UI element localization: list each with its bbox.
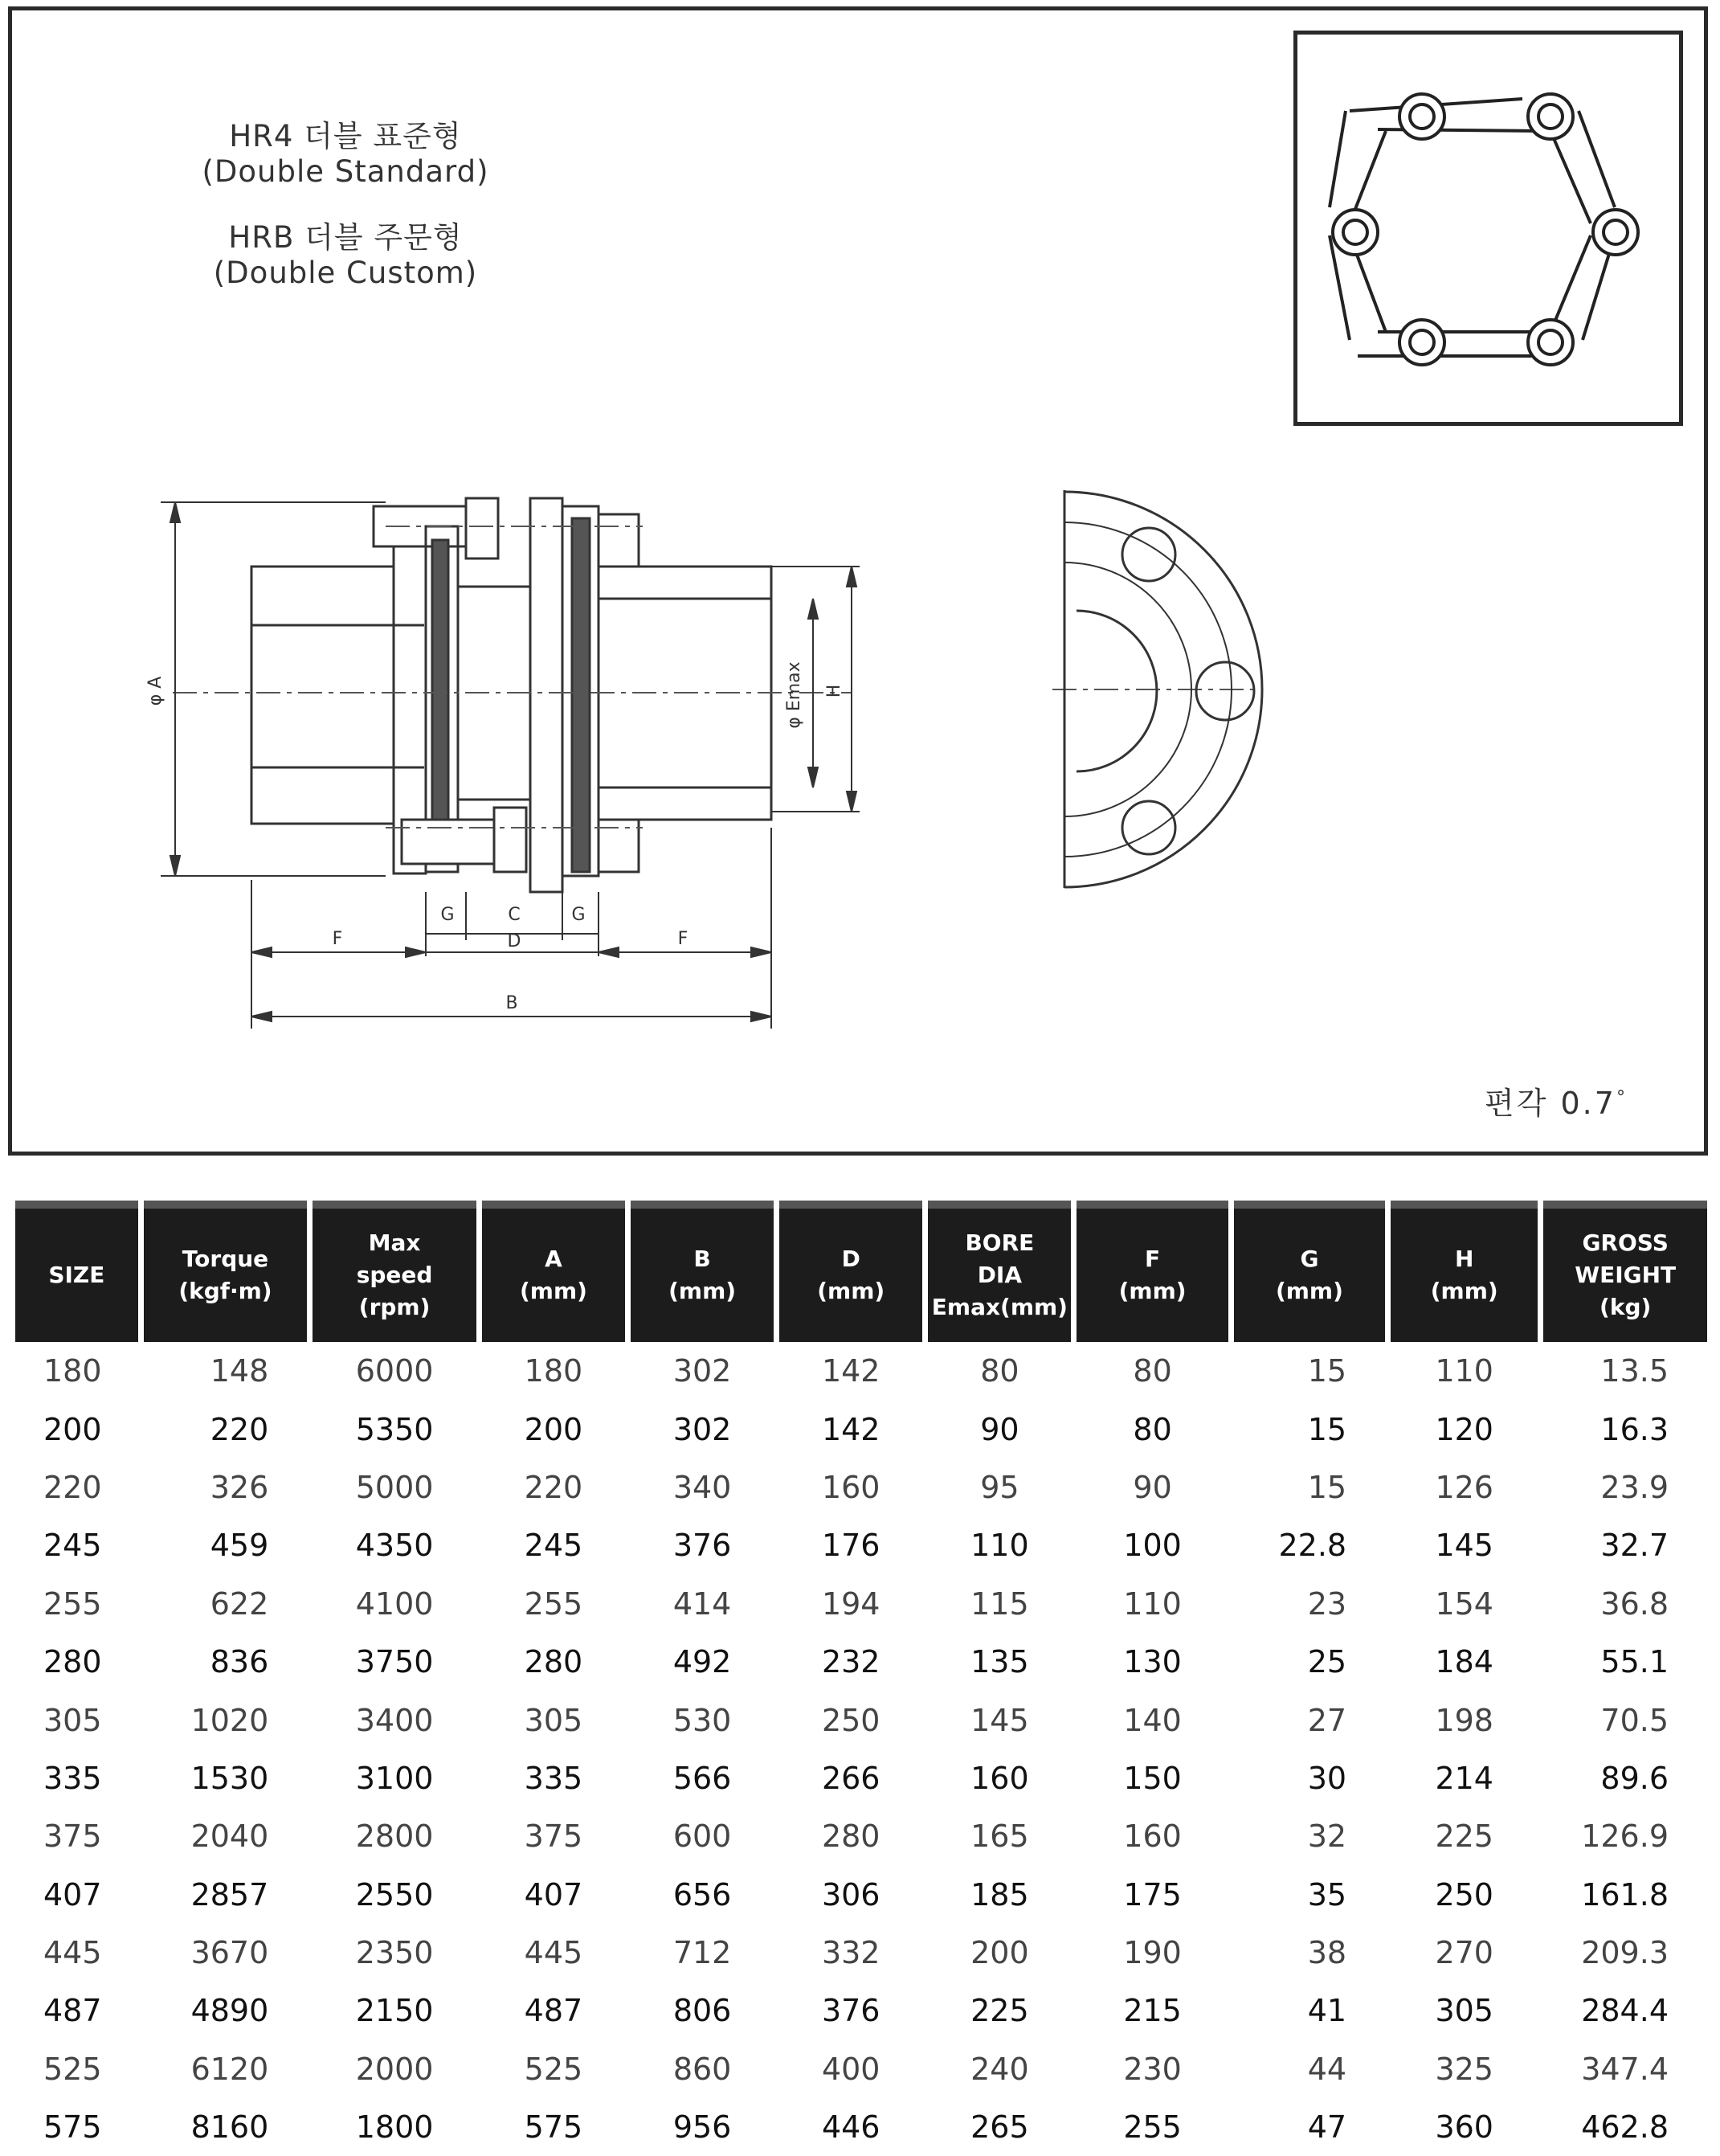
- table-cell: 225: [1435, 1818, 1493, 1855]
- table-cell: 27: [1307, 1702, 1347, 1738]
- table-cell: 335: [43, 1760, 102, 1796]
- table-cell: 325: [1435, 2051, 1493, 2087]
- table-cell: 487: [524, 1993, 583, 2029]
- table-row: [15, 1807, 1707, 1865]
- table-cell: 44: [1307, 2051, 1347, 2087]
- dim-label-f-right: F: [677, 929, 688, 949]
- table-cell: 22.8: [1278, 1528, 1347, 1564]
- table-cell: 525: [524, 2051, 583, 2087]
- table-cell: 200: [43, 1411, 102, 1447]
- table-cell: 600: [672, 1818, 732, 1855]
- table-cell: 3100: [355, 1760, 434, 1796]
- dim-label-f-left: F: [332, 929, 343, 949]
- table-cell: 142: [821, 1353, 880, 1389]
- table-cell: 2350: [355, 1935, 434, 1971]
- table-cell: 530: [672, 1702, 732, 1738]
- spec-table: [10, 1201, 1713, 2156]
- table-cell: 836: [210, 1644, 269, 1680]
- table-cell: 302: [672, 1411, 732, 1447]
- dim-label-g-right: G: [571, 905, 586, 925]
- column-header-line: (mm): [668, 1278, 737, 1304]
- dim-label-h: H: [824, 684, 844, 698]
- table-cell: 13.5: [1600, 1353, 1669, 1389]
- column-header-line: F: [1145, 1246, 1161, 1272]
- table-cell: 4350: [355, 1528, 434, 1564]
- table-cell: 335: [524, 1760, 583, 1796]
- table-cell: 126.9: [1581, 1818, 1669, 1855]
- table-cell: 305: [1435, 1993, 1493, 2029]
- table-cell: 280: [821, 1818, 880, 1855]
- table-row: [15, 1516, 1707, 1574]
- table-cell: 2857: [190, 1876, 269, 1913]
- table-cell: 35: [1307, 1876, 1347, 1913]
- column-header-line: (mm): [1118, 1278, 1187, 1304]
- column-header-line: (mm): [1430, 1278, 1498, 1304]
- table-cell: 120: [1435, 1411, 1493, 1447]
- table-cell: 80: [1133, 1353, 1172, 1389]
- angle-label: 편각 0.7: [1485, 1086, 1616, 1121]
- table-cell: 232: [821, 1644, 880, 1680]
- table-cell: 445: [524, 1935, 583, 1971]
- title-hr4: HR4 더블 표준형: [229, 119, 462, 153]
- table-row: [15, 1342, 1707, 1400]
- table-cell: 2000: [355, 2051, 434, 2087]
- column-header-line: G: [1300, 1246, 1319, 1272]
- table-cell: 90: [1133, 1469, 1172, 1505]
- table-cell: 245: [524, 1528, 583, 1564]
- column-header-line: BORE: [965, 1229, 1035, 1256]
- column-header-line: Emax(mm): [931, 1294, 1068, 1320]
- table-cell: 240: [970, 2051, 1029, 2087]
- column-header-line: WEIGHT: [1575, 1262, 1677, 1288]
- column-header: [928, 1201, 1071, 1342]
- column-header-line: B: [693, 1246, 711, 1272]
- table-cell: 16.3: [1600, 1411, 1669, 1447]
- table-cell: 305: [43, 1702, 102, 1738]
- table-cell: 255: [43, 1585, 102, 1622]
- column-header-line: D: [841, 1246, 860, 1272]
- table-cell: 375: [524, 1818, 583, 1855]
- table-cell: 360: [1435, 2109, 1493, 2146]
- table-cell: 176: [821, 1528, 880, 1564]
- table-cell: 230: [1123, 2051, 1182, 2087]
- table-cell: 200: [524, 1411, 583, 1447]
- table-cell: 332: [821, 1935, 880, 1971]
- table-cell: 80: [980, 1353, 1019, 1389]
- dim-label-g-left: G: [440, 905, 455, 925]
- table-cell: 180: [43, 1353, 102, 1389]
- table-cell: 302: [672, 1353, 732, 1389]
- table-cell: 492: [672, 1644, 732, 1680]
- table-cell: 41: [1307, 1993, 1347, 2029]
- table-cell: 154: [1435, 1585, 1493, 1622]
- table-cell: 225: [970, 1993, 1029, 2029]
- table-cell: 407: [524, 1876, 583, 1913]
- table-cell: 110: [1435, 1353, 1493, 1389]
- table-cell: 3750: [355, 1644, 434, 1680]
- table-cell: 185: [970, 1876, 1029, 1913]
- column-header: [144, 1201, 308, 1342]
- table-cell: 860: [672, 2051, 732, 2087]
- table-cell: 145: [1435, 1528, 1493, 1564]
- table-row: [15, 1982, 1707, 2039]
- angle-unit: °: [1616, 1087, 1628, 1108]
- column-header: [1391, 1201, 1538, 1342]
- table-cell: 2550: [355, 1876, 434, 1913]
- table-cell: 566: [672, 1760, 732, 1796]
- column-header: [631, 1201, 774, 1342]
- column-header-line: (mm): [519, 1278, 587, 1304]
- table-cell: 110: [1123, 1585, 1182, 1622]
- table-cell: 284.4: [1581, 1993, 1669, 2029]
- table-cell: 200: [970, 1935, 1029, 1971]
- column-header-line: Max: [368, 1229, 421, 1256]
- table-cell: 712: [672, 1935, 732, 1971]
- table-cell: 1020: [190, 1702, 269, 1738]
- title-hr4-en: (Double Standard): [202, 154, 489, 189]
- table-cell: 376: [672, 1528, 732, 1564]
- table-cell: 130: [1123, 1644, 1182, 1680]
- table-cell: 375: [43, 1818, 102, 1855]
- table-cell: 209.3: [1581, 1935, 1669, 1971]
- table-row: [15, 1691, 1707, 1749]
- table-cell: 140: [1123, 1702, 1182, 1738]
- table-cell: 160: [970, 1760, 1029, 1796]
- table-cell: 32.7: [1600, 1528, 1669, 1564]
- table-cell: 255: [1123, 2109, 1182, 2146]
- table-row: [15, 1924, 1707, 1982]
- table-cell: 148: [210, 1353, 269, 1389]
- table-cell: 175: [1123, 1876, 1182, 1913]
- table-cell: 6120: [190, 2051, 269, 2087]
- table-cell: 160: [1123, 1818, 1182, 1855]
- table-row: [15, 1866, 1707, 1924]
- table-cell: 245: [43, 1528, 102, 1564]
- table-cell: 220: [210, 1411, 269, 1447]
- table-cell: 340: [672, 1469, 732, 1505]
- table-cell: 95: [980, 1469, 1019, 1505]
- table-cell: 3670: [190, 1935, 269, 1971]
- table-cell: 55.1: [1600, 1644, 1669, 1680]
- column-header: [1543, 1201, 1707, 1342]
- column-header-line: Torque: [182, 1246, 269, 1272]
- table-cell: 6000: [355, 1353, 434, 1389]
- table-cell: 32: [1307, 1818, 1347, 1855]
- title-hrb: HRB 더블 주문형: [228, 220, 463, 255]
- table-cell: 4100: [355, 1585, 434, 1622]
- column-header-line: (kg): [1599, 1294, 1652, 1320]
- table-header-row: [15, 1201, 1707, 1342]
- table-row: [15, 1749, 1707, 1807]
- table-cell: 8160: [190, 2109, 269, 2146]
- table-cell: 220: [43, 1469, 102, 1505]
- table-row: [15, 1400, 1707, 1458]
- table-cell: 145: [970, 1702, 1029, 1738]
- table-cell: 487: [43, 1993, 102, 2029]
- table-cell: 15: [1307, 1469, 1347, 1505]
- table-cell: 90: [980, 1411, 1019, 1447]
- table-cell: 525: [43, 2051, 102, 2087]
- table-cell: 135: [970, 1644, 1029, 1680]
- table-cell: 30: [1307, 1760, 1347, 1796]
- table-cell: 446: [821, 2109, 880, 2146]
- table-cell: 266: [821, 1760, 880, 1796]
- table-cell: 575: [43, 2109, 102, 2146]
- table-cell: 214: [1435, 1760, 1493, 1796]
- table-cell: 622: [210, 1585, 269, 1622]
- table-cell: 5350: [355, 1411, 434, 1447]
- table-cell: 215: [1123, 1993, 1182, 2029]
- table-cell: 194: [821, 1585, 880, 1622]
- table-cell: 3400: [355, 1702, 434, 1738]
- column-header-line: GROSS: [1582, 1229, 1669, 1256]
- table-cell: 445: [43, 1935, 102, 1971]
- column-header-line: A: [545, 1246, 562, 1272]
- dim-label-c: C: [508, 905, 521, 925]
- table-cell: 36.8: [1600, 1585, 1669, 1622]
- table-cell: 15: [1307, 1353, 1347, 1389]
- table-cell: 160: [821, 1469, 880, 1505]
- table-cell: 806: [672, 1993, 732, 2029]
- column-header-line: speed: [356, 1262, 433, 1288]
- column-header: [1234, 1201, 1385, 1342]
- column-header-line: (kgf·m): [178, 1278, 272, 1304]
- table-cell: 347.4: [1581, 2051, 1669, 2087]
- table-cell: 326: [210, 1469, 269, 1505]
- table-cell: 142: [821, 1411, 880, 1447]
- misalignment-angle: [1485, 1078, 1628, 1123]
- column-header-line: (mm): [817, 1278, 885, 1304]
- table-cell: 400: [821, 2051, 880, 2087]
- table-row: [15, 1575, 1707, 1633]
- dim-label-emax: φ Emax: [784, 661, 804, 729]
- table-cell: 250: [821, 1702, 880, 1738]
- title-hrb-en: (Double Custom): [213, 256, 478, 290]
- table-body: [15, 1342, 1707, 2156]
- column-header-line: (mm): [1275, 1278, 1343, 1304]
- table-cell: 190: [1123, 1935, 1182, 1971]
- table-cell: 126: [1435, 1469, 1493, 1505]
- table-cell: 220: [524, 1469, 583, 1505]
- table-cell: 270: [1435, 1935, 1493, 1971]
- table-cell: 184: [1435, 1644, 1493, 1680]
- table-cell: 180: [524, 1353, 583, 1389]
- table-cell: 25: [1307, 1644, 1347, 1680]
- table-cell: 255: [524, 1585, 583, 1622]
- table-row: [15, 2098, 1707, 2156]
- table-cell: 459: [210, 1528, 269, 1564]
- table-cell: 376: [821, 1993, 880, 2029]
- dim-label-a: φ A: [145, 676, 165, 706]
- table-cell: 575: [524, 2109, 583, 2146]
- column-header-line: (rpm): [358, 1294, 431, 1320]
- table-cell: 250: [1435, 1876, 1493, 1913]
- table-cell: 2150: [355, 1993, 434, 2029]
- table-cell: 265: [970, 2109, 1029, 2146]
- table-cell: 47: [1307, 2109, 1347, 2146]
- table-cell: 407: [43, 1876, 102, 1913]
- table-row: [15, 2040, 1707, 2098]
- dim-label-d: D: [507, 931, 521, 951]
- table-cell: 198: [1435, 1702, 1493, 1738]
- table-cell: 38: [1307, 1935, 1347, 1971]
- table-cell: 70.5: [1600, 1702, 1669, 1738]
- table-cell: 15: [1307, 1411, 1347, 1447]
- table-cell: 2040: [190, 1818, 269, 1855]
- table-cell: 1530: [190, 1760, 269, 1796]
- table-cell: 100: [1123, 1528, 1182, 1564]
- table-cell: 165: [970, 1818, 1029, 1855]
- table-cell: 5000: [355, 1469, 434, 1505]
- table-cell: 4890: [190, 1993, 269, 2029]
- column-header: [779, 1201, 922, 1342]
- table-cell: 956: [672, 2109, 732, 2146]
- table-cell: 23.9: [1600, 1469, 1669, 1505]
- column-header: [1077, 1201, 1228, 1342]
- table-cell: 462.8: [1581, 2109, 1669, 2146]
- table-cell: 280: [524, 1644, 583, 1680]
- table-row: [15, 1633, 1707, 1691]
- table-cell: 305: [524, 1702, 583, 1738]
- table-cell: 115: [970, 1585, 1029, 1622]
- table-cell: 1800: [355, 2109, 434, 2146]
- table-cell: 306: [821, 1876, 880, 1913]
- table-cell: 414: [672, 1585, 732, 1622]
- table-cell: 110: [970, 1528, 1029, 1564]
- column-header-line: DIA: [977, 1262, 1023, 1288]
- column-header-line: SIZE: [48, 1262, 105, 1288]
- table-cell: 80: [1133, 1411, 1172, 1447]
- column-header: [15, 1201, 138, 1342]
- dim-label-b: B: [505, 993, 518, 1013]
- table-cell: 89.6: [1600, 1760, 1669, 1796]
- column-header-line: H: [1454, 1246, 1474, 1272]
- column-header: [482, 1201, 625, 1342]
- table-cell: 161.8: [1581, 1876, 1669, 1913]
- table-cell: 23: [1307, 1585, 1347, 1622]
- table-cell: 656: [672, 1876, 732, 1913]
- table-cell: 280: [43, 1644, 102, 1680]
- table-row: [15, 1458, 1707, 1516]
- table-cell: 150: [1123, 1760, 1182, 1796]
- table-cell: 2800: [355, 1818, 434, 1855]
- column-header: [313, 1201, 476, 1342]
